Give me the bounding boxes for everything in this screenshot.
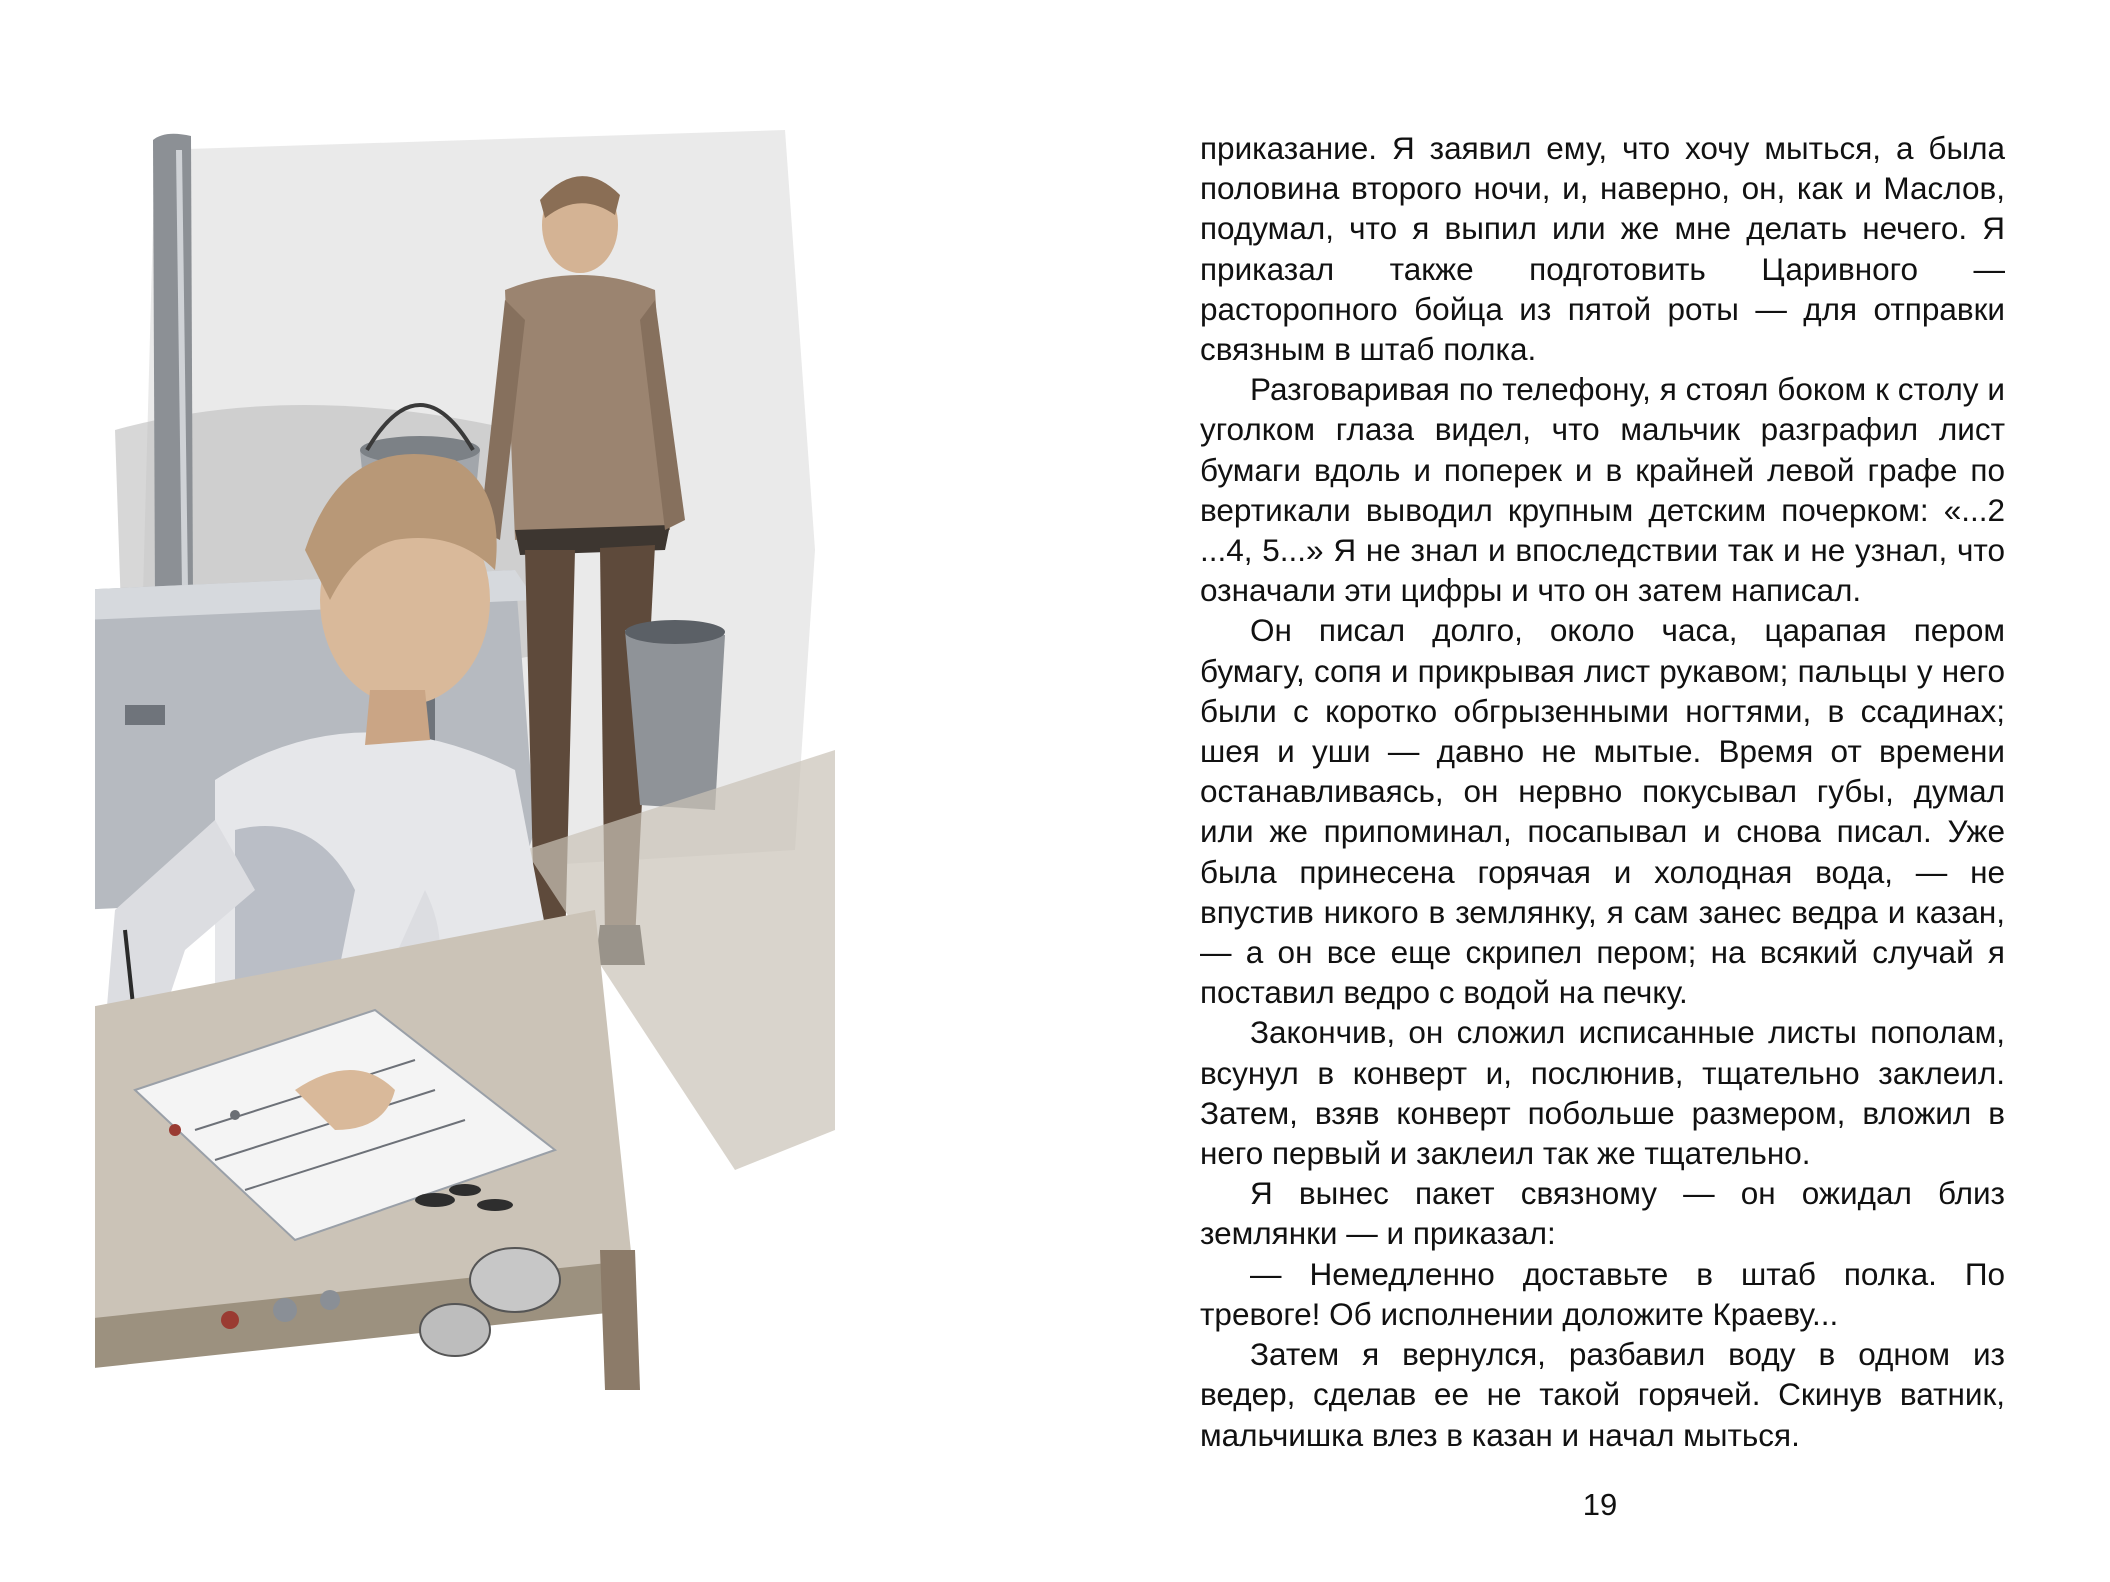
paragraph-6: — Немедленно доставьте в штаб полка. По тревоге! Об исполнении доложите Краеву... (1200, 1255, 2005, 1332)
illustration-drawing (95, 130, 835, 1390)
paragraph-7: Затем я вернулся, разбавил воду в одном из ведер, сделав ее не такой горячей. Скинув ватник, мальчишка влез в казан и начал мыться. (1200, 1336, 2005, 1453)
paragraph-1: приказание. Я заявил ему, что хочу мыться, а была половина второго ночи, и, наверно, он, как и Маслов, подумал, что я выпил или же мне делать нечего. Я приказал также подготовить Царивного — расторопного бойца из пятой роты — для отправки связным в штаб полка. (1200, 130, 2005, 368)
boy-neck (365, 690, 430, 745)
paragraph-4: Закончив, он сложил исписанные листы пополам, всунул в конверт и, послюнив, тщательно заклеил. Затем, взяв конверт побольше размером, вложил в него первый и заклеил так же тщательно. (1200, 1014, 2005, 1172)
bucket-held (625, 630, 725, 810)
stove-vent (125, 705, 165, 725)
bucket-held-rim (625, 620, 725, 644)
paragraph-5: Я вынес пакет связному — он ожидал близ землянки — и приказал: (1200, 1175, 2005, 1252)
paragraph-3: Он писал долго, около часа, царапая пером бумагу, сопя и прикрывая лист рукавом; пальцы у него были с коротко обгрызенными ногтями, в ссадинах; шея и уши — давно не мытые. Время от времени останавливаясь, он нервно покусывал губы, думал или же припоминал, посапывал и снова писал. Уже была принесена горячая и холодная вода, — не впустив никого в землянку, я сам занес ведра и казан, — а он все еще скрипел пером; на всякий случай я поставил ведро с водой на печку. (1200, 612, 2005, 1011)
text-column (1200, 128, 2005, 1455)
illustration-boy-writing (95, 130, 835, 1390)
table-leg (600, 1250, 640, 1390)
paragraph-2: Разговаривая по телефону, я стоял боком к столу и уголком глаза видел, что мальчик разграфил лист бумаги вдоль и поперек и в крайней левой графе по вертикали выводил крупным детским почерком: «...2 ...4, 5...» Я не знал и впоследствии так и не узнал, что означали эти цифры и что он затем написал. (1200, 371, 2005, 609)
page-number: 19 (1582, 1487, 1618, 1522)
